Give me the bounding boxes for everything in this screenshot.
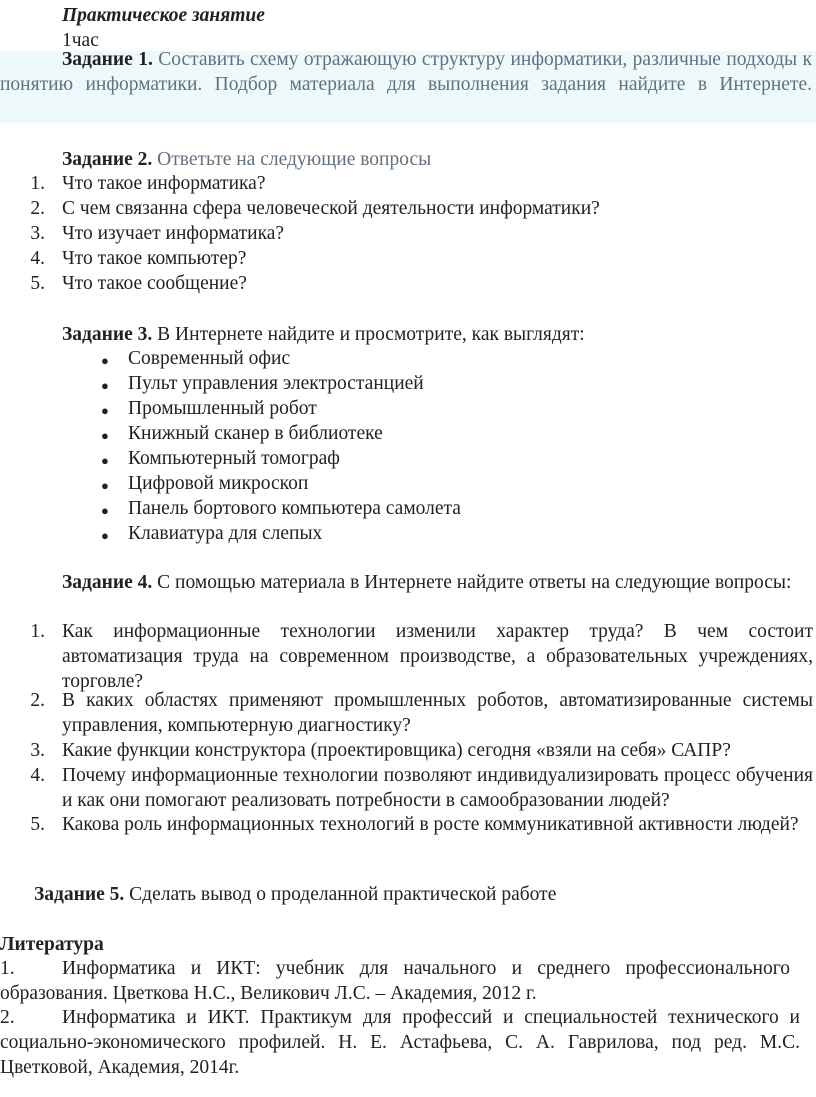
list-item-number: 1. [0, 958, 15, 979]
bullet-icon: ● [101, 378, 109, 393]
list-item-number: 4. [30, 248, 45, 269]
list-item-number: 1. [30, 621, 45, 642]
task2-heading [62, 147, 431, 172]
list-item-text: Почему информационные технологии позволяют индивидуализировать процесс обучения и как они помогают реализовать потребности в самообразовании людей? [62, 765, 813, 811]
task3-heading [62, 322, 585, 347]
bullet-icon: ● [101, 503, 109, 518]
list-item-text: С чем связанна сфера человеческой деятельности информатики? [62, 198, 600, 219]
bullet-icon: ● [101, 528, 109, 543]
bullet-icon: ● [101, 353, 109, 368]
list-item-text: Что такое информатика? [62, 173, 266, 194]
list-item-text: Какие функции конструктора (проектировщика) сегодня «взяли на себя» САПР? [62, 740, 731, 761]
task1-label: Задание 1. [62, 49, 153, 70]
duration-label: 1час [62, 30, 99, 51]
task4-label: Задание 4. [62, 572, 153, 593]
list-item-text: Что такое компьютер? [62, 248, 247, 269]
task4-heading [62, 570, 813, 595]
task1-text: Составить схему отражающую структуру информатики, различные подходы к понятию информатики. Подбор материала для выполнения задания найдите в Интернете. [0, 49, 812, 95]
list-item-text: Как информационные технологии изменили характер труда? В чем состоит автоматизация труда на современном производстве, а образовательных учреждениях, торговле? [62, 621, 813, 692]
list-item-text: Компьютерный томограф [128, 448, 340, 469]
list-item-text: Промышленный робот [128, 398, 317, 419]
list-item-number: 3. [30, 223, 45, 244]
list-item-text: Цифровой микроскоп [128, 473, 309, 494]
literature-heading: Литература [0, 934, 104, 955]
task5-text: Сделать вывод о проделанной практической работе [129, 884, 557, 905]
task1-paragraph [0, 47, 812, 97]
list-item-number: 3. [30, 740, 45, 761]
task2-label: Задание 2. [62, 149, 153, 170]
list-item-number: 2. [30, 690, 45, 711]
list-item-number: 5. [30, 814, 45, 835]
task2-intro: Ответьте на следующие вопросы [157, 149, 432, 170]
bullet-icon: ● [101, 453, 109, 468]
list-item-number: 5. [30, 273, 45, 294]
task3-label: Задание 3. [62, 324, 153, 345]
list-item-text: Современный офис [128, 348, 291, 369]
list-item-text: Клавиатура для слепых [128, 523, 323, 544]
bullet-icon: ● [101, 478, 109, 493]
list-item-number: 4. [30, 765, 45, 786]
list-item-text: Какова роль информационных технологий в росте коммуникативной активности людей? [62, 814, 799, 835]
list-item-number: 2. [30, 198, 45, 219]
bullet-icon: ● [101, 428, 109, 443]
list-item-text: Панель бортового компьютера самолета [128, 498, 461, 519]
list-item-text: Книжный сканер в библиотеке [128, 423, 383, 444]
task5-heading [34, 882, 556, 907]
list-item-text: Пульт управления электростанцией [128, 373, 424, 394]
list-item-number: 2. [0, 1007, 15, 1028]
page-title: Практическое занятие [62, 5, 265, 26]
task5-label: Задание 5. [34, 884, 125, 905]
list-item-text: Информатика и ИКТ. Практикум для профессий и специальностей технического и социально-экономического профилей. Н. Е. Астафьева, С. А. Гаврилова, под ред. М.С. Цветковой, Академия, 2014г. [0, 1007, 800, 1078]
list-item-text: Что изучает информатика? [62, 223, 285, 244]
list-item-text: В каких областях применяют промышленных роботов, автоматизированные системы управления, компьютерную диагностику? [62, 690, 813, 736]
task3-intro: В Интернете найдите и просмотрите, как выглядят: [157, 324, 585, 345]
list-item-text: Что такое сообщение? [62, 273, 247, 294]
task4-intro: С помощью материала в Интернете найдите ответы на следующие вопросы: [157, 572, 792, 593]
bullet-icon: ● [101, 403, 109, 418]
list-item-number: 1. [30, 173, 45, 194]
list-item-text: Информатика и ИКТ: учебник для начального и среднего профессионального образования. Цветкова Н.С., Великович Л.С. – Академия, 2012 г. [0, 958, 790, 1004]
